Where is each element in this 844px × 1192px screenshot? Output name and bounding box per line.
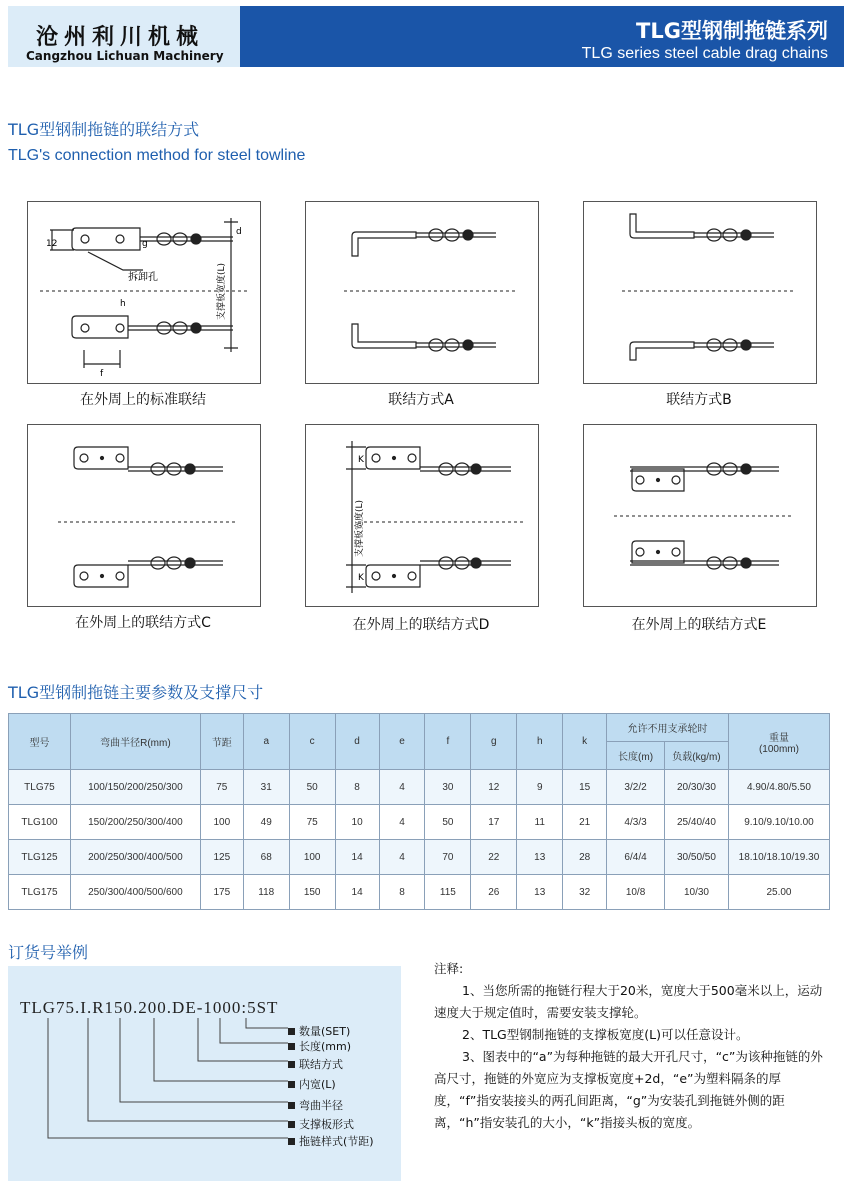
table-cell: 21 xyxy=(563,805,607,840)
table-cell: 30/50/50 xyxy=(665,840,729,875)
legend-item: 拖链样式(节距) xyxy=(288,1133,374,1149)
table-cell: 115 xyxy=(425,875,471,910)
table-cell: 100/150/200/250/300 xyxy=(70,770,200,805)
legend-item: 数量(SET) xyxy=(288,1023,350,1039)
bullet-square-icon xyxy=(288,1138,295,1145)
table-cell: TLG75 xyxy=(9,770,71,805)
header-g: g xyxy=(471,714,517,770)
dim-d-label: d xyxy=(236,227,242,237)
header-series-block xyxy=(240,6,844,67)
table-cell: 4/3/3 xyxy=(607,805,665,840)
table-cell: 31 xyxy=(243,770,289,805)
header-weight-unit: (100mm) xyxy=(758,743,799,755)
header-k: k xyxy=(563,714,607,770)
bullet-square-icon xyxy=(288,1121,295,1128)
dim-k-label-bottom: K xyxy=(358,573,364,583)
table-cell: 3/2/2 xyxy=(607,770,665,805)
diagram-connection-b xyxy=(583,201,817,384)
caption-connection-c: 在外周上的联结方式C xyxy=(75,615,211,631)
table-cell: 10 xyxy=(335,805,379,840)
table-row xyxy=(9,805,830,840)
table-cell: 49 xyxy=(243,805,289,840)
table-cell: 28 xyxy=(563,840,607,875)
table-cell: 125 xyxy=(200,840,243,875)
series-title-en: TLG series steel cable drag chains xyxy=(581,45,828,62)
bullet-square-icon xyxy=(288,1102,295,1109)
caption-connection-b: 联结方式B xyxy=(666,392,732,408)
series-title-cn: TLG型钢制拖链系列 xyxy=(636,19,828,43)
table-cell: 118 xyxy=(243,875,289,910)
note-item: 2、TLG型钢制拖链的支撑板宽度(L)可以任意设计。 xyxy=(462,1027,749,1042)
bullet-square-icon xyxy=(288,1028,295,1035)
header-brand-block xyxy=(8,6,240,67)
table-cell: 4 xyxy=(379,770,425,805)
table-cell: 100 xyxy=(200,805,243,840)
bullet-square-icon xyxy=(288,1061,295,1068)
support-width-label-d: 支撑板宽度(L) xyxy=(355,499,365,557)
table-cell: 15 xyxy=(563,770,607,805)
table-cell: 9 xyxy=(517,770,563,805)
caption-standard-connection: 在外周上的标准联结 xyxy=(80,392,206,408)
table-cell: 32 xyxy=(563,875,607,910)
params-title: TLG型钢制拖链主要参数及支撑尺寸 xyxy=(8,683,264,702)
table-cell: 4 xyxy=(379,805,425,840)
table-cell: 13 xyxy=(517,875,563,910)
bullet-square-icon xyxy=(288,1043,295,1050)
caption-connection-d: 在外周上的联结方式D xyxy=(352,617,490,633)
table-cell: 75 xyxy=(289,805,335,840)
table-cell: 14 xyxy=(335,875,379,910)
header-a: a xyxy=(243,714,289,770)
dim-12-label: 12 xyxy=(46,239,58,249)
diagram-connection-d xyxy=(305,424,539,607)
table-row xyxy=(9,770,830,805)
diagram-connection-e xyxy=(583,424,817,607)
table-cell: 50 xyxy=(289,770,335,805)
legend-item: 长度(mm) xyxy=(288,1038,351,1054)
diagram-connection-a xyxy=(305,201,539,384)
dim-k-label-top: K xyxy=(358,455,364,465)
table-cell: 17 xyxy=(471,805,517,840)
connection-title-cn: TLG型钢制拖链的联结方式 xyxy=(8,120,200,139)
header-radius: 弯曲半径R(mm) xyxy=(70,714,200,770)
table-cell: 4.90/4.80/5.50 xyxy=(728,770,829,805)
table-cell: 250/300/400/500/600 xyxy=(70,875,200,910)
header-weight-label: 重量 xyxy=(768,732,789,744)
table-cell: 200/250/300/400/500 xyxy=(70,840,200,875)
support-width-label: 支撑板宽度(L) xyxy=(217,262,227,320)
table-row xyxy=(9,875,830,910)
table-cell: 68 xyxy=(243,840,289,875)
table-cell: 26 xyxy=(471,875,517,910)
table-cell: 9.10/9.10/10.00 xyxy=(728,805,829,840)
table-cell: TLG125 xyxy=(9,840,71,875)
brand-name-cn: 沧州利川机械 xyxy=(36,25,205,50)
table-cell: 30 xyxy=(425,770,471,805)
table-cell: 25.00 xyxy=(728,875,829,910)
table-cell: 22 xyxy=(471,840,517,875)
table-cell: 20/30/30 xyxy=(665,770,729,805)
table-cell: 8 xyxy=(379,875,425,910)
connection-title-en: TLG's connection method for steel towline xyxy=(8,147,306,164)
table-cell: 14 xyxy=(335,840,379,875)
table-cell: 25/40/40 xyxy=(665,805,729,840)
header-e: e xyxy=(379,714,425,770)
diagram-connection-c xyxy=(27,424,261,607)
notes-block xyxy=(434,958,834,1134)
legend-item: 联结方式 xyxy=(288,1056,343,1072)
header-weight xyxy=(728,714,829,770)
header-h: h xyxy=(517,714,563,770)
table-cell: 4 xyxy=(379,840,425,875)
header-length: 长度(m) xyxy=(607,742,665,770)
bullet-square-icon xyxy=(288,1081,295,1088)
table-cell: 10/30 xyxy=(665,875,729,910)
params-table xyxy=(8,713,830,910)
order-code: TLG75.I.R150.200.DE-1000:5ST xyxy=(20,998,279,1017)
table-cell: 6/4/4 xyxy=(607,840,665,875)
table-cell: 18.10/18.10/19.30 xyxy=(728,840,829,875)
table-row xyxy=(9,840,830,875)
dim-h-label: h xyxy=(120,299,126,309)
table-cell: 175 xyxy=(200,875,243,910)
header-allow: 允许不用支承轮时 xyxy=(607,714,729,742)
caption-connection-a: 联结方式A xyxy=(388,392,454,408)
header-c: c xyxy=(289,714,335,770)
header-f: f xyxy=(425,714,471,770)
legend-item: 支撑板形式 xyxy=(288,1116,354,1132)
table-cell: 12 xyxy=(471,770,517,805)
table-cell: 11 xyxy=(517,805,563,840)
header-model: 型号 xyxy=(9,714,71,770)
header-d: d xyxy=(335,714,379,770)
note-item: 3、图表中的“a”为每种拖链的最大开孔尺寸，“c”为该种拖链的外高尺寸，拖链的外宽应为支撑板宽度+2d，“e”为塑料隔条的厚度，“f”指安装接头的两孔间距离，“g”为安装孔到拖链外侧的距离，“h”指安装孔的大小，“k”指接头板的宽度。 xyxy=(434,1049,823,1130)
table-cell: TLG100 xyxy=(9,805,71,840)
table-cell: TLG175 xyxy=(9,875,71,910)
remove-hole-label: 拆卸孔 xyxy=(128,272,158,283)
order-title: 订货号举例 xyxy=(8,943,89,962)
table-cell: 8 xyxy=(335,770,379,805)
diagram-standard-connection xyxy=(27,201,261,384)
table-cell: 75 xyxy=(200,770,243,805)
table-cell: 150/200/250/300/400 xyxy=(70,805,200,840)
caption-connection-e: 在外周上的联结方式E xyxy=(631,617,767,633)
table-cell: 50 xyxy=(425,805,471,840)
legend-item: 弯曲半径 xyxy=(288,1097,343,1113)
brand-name-en: Cangzhou Lichuan Machinery xyxy=(26,49,224,63)
legend-item: 内宽(L) xyxy=(288,1076,336,1092)
dim-f-label: f xyxy=(100,369,104,379)
header-load: 负载(kg/m) xyxy=(665,742,729,770)
dim-g-label: g xyxy=(142,239,148,249)
table-cell: 13 xyxy=(517,840,563,875)
header-pitch: 节距 xyxy=(200,714,243,770)
table-cell: 10/8 xyxy=(607,875,665,910)
table-cell: 70 xyxy=(425,840,471,875)
notes-title: 注释: xyxy=(434,961,464,976)
table-cell: 150 xyxy=(289,875,335,910)
table-cell: 100 xyxy=(289,840,335,875)
note-item: 1、当您所需的拖链行程大于20米，宽度大于500毫米以上，运动速度大于规定值时，需要安装支撑轮。 xyxy=(434,983,823,1020)
